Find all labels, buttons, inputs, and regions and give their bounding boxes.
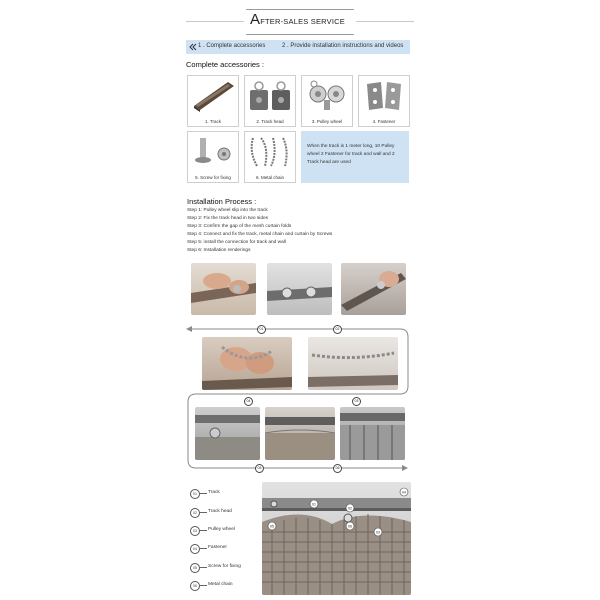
title-rest: FTER-SALES SERVICE [260, 17, 345, 26]
legend-connector [199, 512, 207, 513]
pulley-photo [304, 78, 350, 114]
arrow-icon [402, 465, 408, 471]
accessory-card-track-head [244, 75, 296, 127]
step1-photo-3 [341, 263, 406, 315]
photo-marker: 03 [376, 530, 380, 535]
legend-connector [199, 585, 207, 586]
accessory-card-chain [244, 131, 296, 183]
service-item-instructions: 2 . Provide installation instructions and videos [282, 43, 404, 49]
step-marker-03: 03 [352, 397, 361, 406]
step-marker-05: 05 [255, 464, 264, 473]
accessory-card-screw [187, 131, 239, 183]
legend-label: Screw for fixing [208, 564, 241, 569]
screw-photo [190, 134, 236, 170]
photo-marker: 01 [312, 502, 316, 507]
photo-marker: 06 [348, 524, 352, 529]
chain-photo [247, 134, 293, 170]
track-photo [190, 78, 236, 114]
step-4: Step 4: Connect and fix the track, metal chain and curtain by Screws [187, 232, 333, 237]
photo-marker: 04 [402, 490, 406, 495]
accessory-label: 1. Track [204, 119, 221, 124]
photo-marker: 02 [348, 506, 352, 511]
legend-marker: 06 [190, 581, 200, 591]
accessory-card-pulley [301, 75, 353, 127]
step2-photo-1 [202, 337, 292, 390]
legend-label: Pulley wheel [208, 527, 235, 532]
step-marker-06: 06 [333, 464, 342, 473]
double-chevron-icon [189, 43, 197, 51]
legend-label: Fastener [208, 545, 227, 550]
legend-marker: 03 [190, 526, 200, 536]
step-5: Step 5: install the connection for track and wall [187, 240, 286, 245]
step-marker-04: 04 [244, 397, 253, 406]
legend-label: Track head [208, 509, 232, 514]
step1-photo-2 [267, 263, 332, 315]
step-6: Step 6: Installation renderings [187, 248, 251, 253]
step3-photo-2 [265, 407, 335, 460]
step-marker-02: 02 [333, 325, 342, 334]
service-bar [186, 40, 410, 54]
step3-photo-1 [195, 407, 260, 460]
installation-rendering-photo [262, 482, 411, 595]
step2-photo-2 [308, 337, 398, 390]
service-item-accessories: 1 . Complete accessories [198, 43, 266, 49]
installation-heading: Installation Process : [187, 197, 257, 206]
step3-photo-3 [340, 407, 405, 460]
legend-connector [199, 567, 207, 568]
header-rule-left [186, 21, 244, 22]
step-3: Step 3: Confirm the gap of the mesh curtain folds [187, 224, 292, 229]
legend-marker: 04 [190, 544, 200, 554]
fastener-photo [361, 78, 407, 114]
accessory-label: 4. Fastener [372, 119, 396, 124]
arrow-icon [186, 326, 192, 332]
accessory-card-track [187, 75, 239, 127]
step1-photo-1 [191, 263, 256, 315]
accessory-label: 6. Metal chain [255, 175, 284, 180]
legend-marker: 05 [190, 563, 200, 573]
legend-connector [199, 548, 207, 549]
legend-label: Track [208, 490, 220, 495]
accessory-label: 2. Track head [256, 119, 284, 124]
title-initial: A [250, 11, 261, 28]
accessory-label: 5. Screw for fixing [195, 175, 231, 180]
track-head-photo [247, 78, 293, 114]
legend-marker: 01 [190, 489, 200, 499]
photo-marker: 05 [270, 524, 274, 529]
accessories-heading: Complete accessories : [186, 60, 264, 69]
legend-label: Metal chain [208, 582, 233, 587]
page-title [250, 11, 354, 28]
legend-marker: 02 [190, 508, 200, 518]
accessories-note [301, 131, 409, 183]
header-rule-right [356, 21, 414, 22]
step-1: Step 1: Pulley wheel slip into the track [187, 208, 268, 213]
step-marker-01: 01 [257, 325, 266, 334]
accessory-card-fastener [358, 75, 410, 127]
step-2: Step 2: Fix the track head in two sides [187, 216, 269, 221]
legend-connector [199, 493, 207, 494]
accessories-note-text: When the track is 1 meter long, 10 Pulley wheel 2 Fastener for track and wall and 2 Track head are used [307, 144, 395, 165]
legend-connector [199, 530, 207, 531]
accessory-label: 3. Pulley wheel [311, 119, 343, 124]
